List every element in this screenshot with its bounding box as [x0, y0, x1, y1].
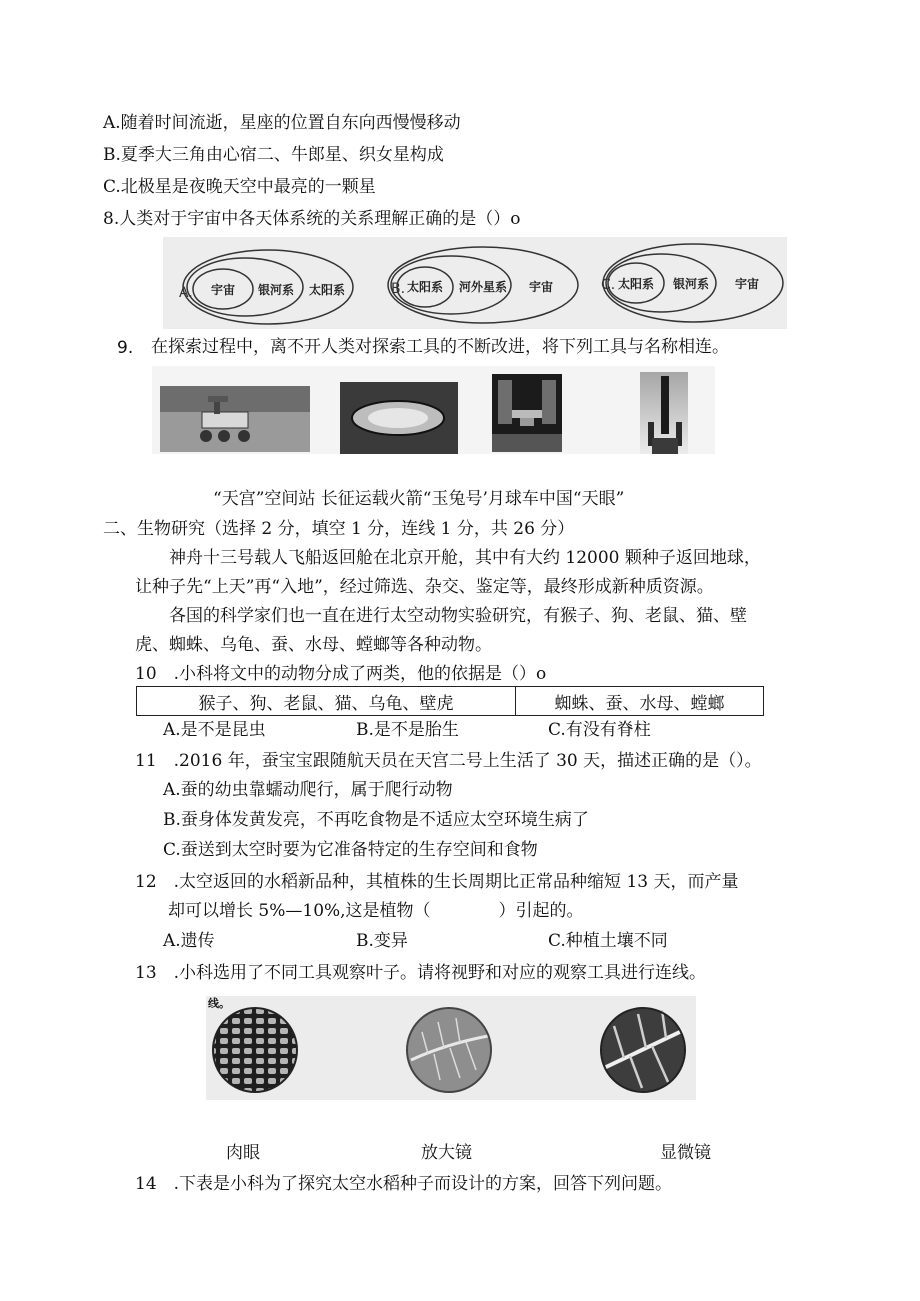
section2-para2-line1: 各国的科学家们也一直在进行太空动物实验研究，有猴子、狗、老鼠、猫、壁	[169, 606, 747, 626]
q7-option-a: A.随着时间流逝，星座的位置自东向西慢慢移动	[103, 113, 461, 133]
q14-stem: 14 .下表是小科为了探究太空水稻种子而设计的方案，回答下列问题。	[135, 1174, 673, 1194]
q7-option-b: B.夏季大三角由心宿二、牛郎星、织女星构成	[103, 145, 444, 165]
q8-stem: 8.人类对于宇宙中各天体系统的关系理解正确的是（）o	[103, 209, 521, 229]
q10-stem: 10 .小科将文中的动物分成了两类，他的依据是（）o	[135, 664, 547, 684]
nested-ellipses-diagram	[163, 237, 787, 329]
diagram-b-middle-label: 河外星系	[458, 280, 508, 294]
diagram-a-outer-label: 太阳系	[308, 283, 346, 297]
diagram-a-letter: A.	[179, 285, 193, 301]
section2-para1-line1: 神舟十三号载人飞船返回舱在北京开舱，其中有大约 12000 颗种子返回地球，	[169, 548, 761, 568]
q13-stem: 13 .小科选用了不同工具观察叶子。请将视野和对应的观察工具进行连线。	[135, 963, 707, 983]
diagram-c-outer-label: 宇宙	[734, 277, 760, 291]
q9-number: 9.	[117, 338, 134, 358]
q12-option-b: B.变异	[356, 931, 408, 951]
q10-table-left-cell: 猴子、狗、老鼠、猫、乌龟、壁虎	[137, 687, 516, 715]
q9-tool-names: “天宫”空间站 长征运载火箭“玉兔号’月球车中国“天眼”	[213, 489, 625, 509]
section2-para1-line2: 让种子先“上天”再“入地”，经过筛选、杂交、鉴定等，最终形成新种质资源。	[135, 577, 714, 597]
q11-option-c: C.蚕送到太空时要为它准备特定的生存空间和食物	[163, 840, 538, 860]
diagram-b-outer-label: 宇宙	[528, 280, 554, 294]
q13-tool-magnifier: 放大镜	[421, 1143, 472, 1163]
q13-photo-caption: 线。	[208, 997, 230, 1010]
diagram-c-inner-label: 太阳系	[617, 277, 655, 291]
q10-classification-table	[136, 686, 764, 716]
q10-table-right-cell: 蜘蛛、蚕、水母、螳螂	[554, 693, 725, 714]
leaf-veins-coarse-view	[601, 1008, 685, 1092]
diagram-b-letter: B.	[391, 281, 406, 297]
diagram-a-inner-label: 宇宙	[210, 283, 236, 297]
diagram-c-middle-label: 银河系	[672, 277, 710, 291]
q12-option-c: C.种植土壤不同	[548, 931, 668, 951]
leaf-view-circles	[206, 996, 696, 1100]
q8-diagram-strip	[163, 237, 787, 329]
q9-tools-photo-strip	[152, 366, 715, 454]
diagram-c-letter: C.	[601, 277, 616, 293]
q9-stem: 在探索过程中，离不开人类对探索工具的不断改进，将下列工具与名称相连。	[151, 337, 729, 357]
section2-para2-line2: 虎、蜘蛛、乌龟、蚕、水母、螳螂等各种动物。	[135, 635, 492, 655]
leaf-veins-fine-view	[407, 1008, 491, 1092]
section2-heading: 二、生物研究（选择 2 分，填空 1 分，连线 1 分，共 26 分）	[103, 519, 575, 539]
q10-option-c: C.有没有脊柱	[548, 720, 651, 740]
lunar-rover-photo	[160, 386, 310, 452]
q11-option-a: A.蚕的幼虫靠蠕动爬行，属于爬行动物	[163, 780, 453, 800]
diagram-a-middle-label: 银河系	[257, 283, 295, 297]
q11-stem: 11 .2016 年，蚕宝宝跟随航天员在天宫二号上生活了 30 天，描述正确的是（）。	[135, 751, 762, 771]
fast-telescope-photo	[340, 382, 458, 454]
q12-stem-line1: 12 .太空返回的水稻新品种，其植株的生长周期比正常品种缩短 13 天，而产量	[135, 872, 739, 892]
diagram-b-inner-label: 太阳系	[406, 280, 444, 294]
q13-tool-microscope: 显微镜	[660, 1143, 711, 1163]
q11-option-b: B.蚕身体发黄发亮，不再吃食物是不适应太空环境生病了	[163, 810, 589, 830]
long-march-rocket-photo	[640, 372, 688, 454]
space-station-photo	[492, 374, 562, 452]
q10-option-b: B.是不是胎生	[356, 720, 459, 740]
exploration-tools-photos	[152, 366, 715, 454]
q7-option-c: C.北极星是夜晚天空中最亮的一颗星	[103, 177, 376, 197]
q13-leaf-views-strip	[206, 996, 696, 1100]
leaf-cells-view	[213, 1008, 297, 1092]
q12-option-a: A.遗传	[163, 931, 215, 951]
q10-option-a: A.是不是昆虫	[163, 720, 266, 740]
q12-stem-line2: 却可以增长 5%—10%,这是植物（ ）引起的。	[168, 901, 584, 921]
q13-tool-naked-eye: 肉眼	[226, 1143, 260, 1163]
